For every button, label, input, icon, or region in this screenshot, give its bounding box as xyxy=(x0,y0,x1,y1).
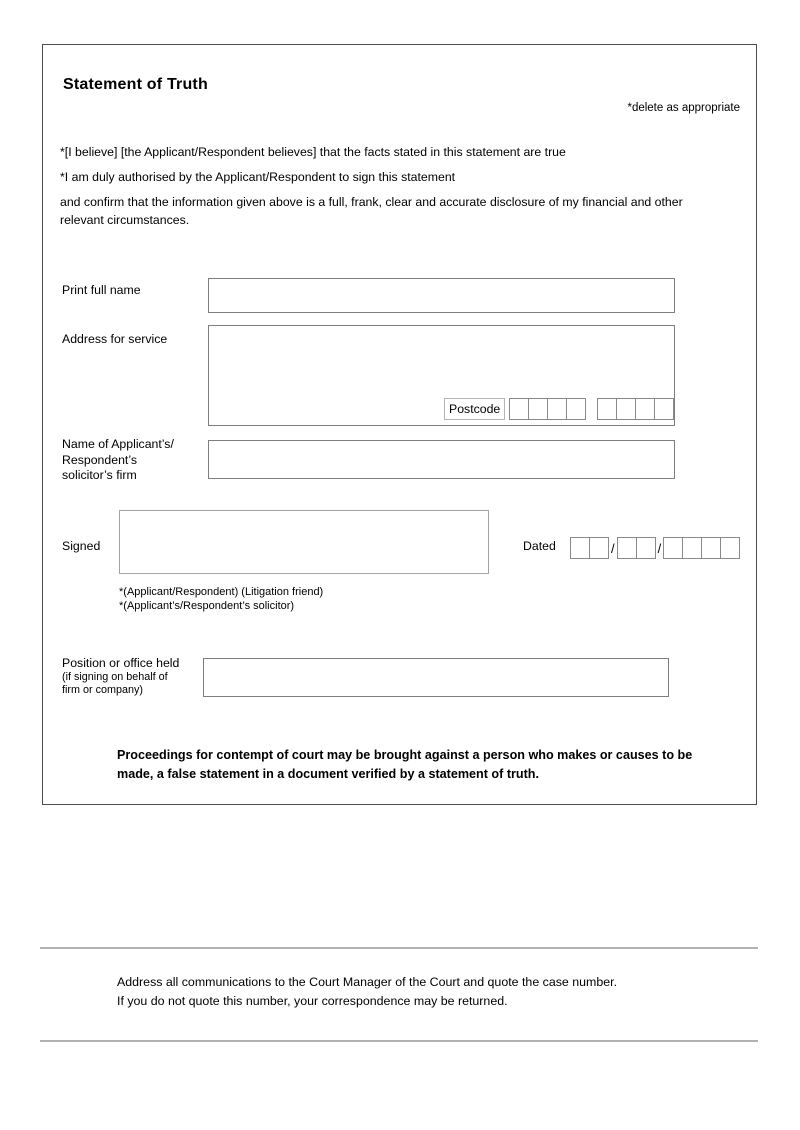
solicitor-firm-label-line3: solicitor’s firm xyxy=(62,468,137,482)
solicitor-firm-label xyxy=(62,437,174,484)
char-cell[interactable] xyxy=(635,398,655,420)
postcode-inward-cells[interactable] xyxy=(597,398,674,420)
divider-line-bottom xyxy=(40,1040,758,1042)
declaration-authorised: *I am duly authorised by the Applicant/Respondent to sign this statement xyxy=(60,170,456,184)
date-separator: / xyxy=(657,540,662,556)
signed-label: Signed xyxy=(62,539,101,553)
signed-footnote-line1: *(Applicant/Respondent) (Litigation friend) xyxy=(119,586,324,598)
solicitor-firm-input[interactable] xyxy=(208,440,675,479)
dated-year-cells[interactable] xyxy=(663,537,740,559)
signed-input[interactable] xyxy=(119,510,489,574)
postcode-label: Postcode xyxy=(444,398,505,420)
char-cell[interactable] xyxy=(616,398,636,420)
print-full-name-input[interactable] xyxy=(208,278,675,313)
dated-day-cells[interactable] xyxy=(570,537,609,559)
char-cell[interactable] xyxy=(528,398,548,420)
char-cell[interactable] xyxy=(720,537,740,559)
print-full-name-label: Print full name xyxy=(62,283,141,297)
char-cell[interactable] xyxy=(589,537,609,559)
position-held-sublabel-line1: (if signing on behalf of xyxy=(62,671,168,683)
footer-note xyxy=(117,973,617,1011)
contempt-warning-text: Proceedings for contempt of court may be brought against a person who makes or causes to be made, a false statement in a document verified by a statement of truth. xyxy=(117,748,693,781)
signed-footnotes xyxy=(119,585,323,613)
char-cell[interactable] xyxy=(547,398,567,420)
position-held-sublabel-line2: firm or company) xyxy=(62,684,143,696)
char-cell[interactable] xyxy=(663,537,683,559)
divider-line-top xyxy=(40,947,758,949)
char-cell[interactable] xyxy=(701,537,721,559)
char-cell[interactable] xyxy=(682,537,702,559)
char-cell[interactable] xyxy=(597,398,617,420)
char-cell[interactable] xyxy=(570,537,590,559)
delete-as-appropriate-note: *delete as appropriate xyxy=(627,102,740,114)
solicitor-firm-label-line2: Respondent’s xyxy=(62,452,137,467)
page-title: Statement of Truth xyxy=(63,76,208,93)
postcode-row xyxy=(444,398,674,420)
declaration-confirm: and confirm that the information given above is a full, frank, clear and accurate disclosure of my financial and other relevant circumstances. xyxy=(60,195,683,227)
dated-month-cells[interactable] xyxy=(617,537,656,559)
char-cell[interactable] xyxy=(617,537,637,559)
char-cell[interactable] xyxy=(566,398,586,420)
position-held-input[interactable] xyxy=(203,658,669,697)
declaration-believe: *[I believe] [the Applicant/Respondent believes] that the facts stated in this statement are true xyxy=(60,145,566,159)
postcode-outward-cells[interactable] xyxy=(509,398,586,420)
dated-label: Dated xyxy=(523,539,556,553)
char-cell[interactable] xyxy=(636,537,656,559)
position-held-label-main: Position or office held xyxy=(62,656,180,670)
footer-note-line2: If you do not quote this number, your correspondence may be returned. xyxy=(117,994,508,1008)
footer-note-line1: Address all communications to the Court Manager of the Court and quote the case number. xyxy=(117,975,618,989)
date-separator: / xyxy=(611,540,615,556)
char-cell[interactable] xyxy=(654,398,674,420)
char-cell[interactable] xyxy=(509,398,529,420)
solicitor-firm-label-line1: Name of Applicant’s/ xyxy=(62,437,174,451)
address-for-service-label: Address for service xyxy=(62,332,168,346)
signed-footnote-line2: *(Applicant’s/Respondent’s solicitor) xyxy=(119,600,295,612)
statement-of-truth-panel xyxy=(42,44,757,805)
position-held-label xyxy=(62,656,179,697)
dated-row xyxy=(570,537,740,559)
